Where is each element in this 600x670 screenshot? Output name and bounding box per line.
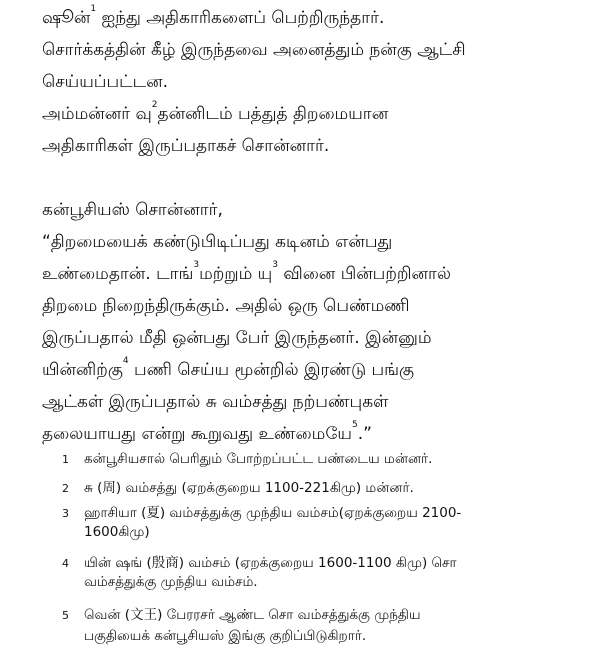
footnote-number: 5 [62,609,69,622]
footnote-number: 1 [62,453,69,466]
text-line: தலையாயது என்று கூறுவது உண்மையே$^5$.” [42,420,372,444]
footnote-item: 5 வென் (文王) பேரரசர் ஆண்ட சொ வம்சத்துக்கு முந்திய [62,607,421,623]
text-line: திறமை நிறைந்திருக்கும். அதில் ஒரு பெண்மணி [42,296,410,316]
text-line: சொர்க்கத்தின் கீழ் இருந்தவை அனைத்தும் நன்கு ஆட்சி [42,40,466,60]
text-line: அதிகாரிகள் இருப்பதாகச் சொன்னார். [42,136,330,156]
text-line: உண்மைதான். டாங்$^3$மற்றும் யு$^3$ வினை பின்பற்றினால் [42,260,452,284]
text-line: யின்னிற்கு$^4$ பணி செய்ய மூன்றில் இரண்டு பங்கு [42,356,415,380]
text-line: செய்யப்பட்டன. [42,72,169,92]
footnote-ref: 2 [151,100,158,110]
footnote-number: 3 [62,507,69,520]
text-line: கன்பூசியஸ் சொன்னார், [42,200,223,220]
footnote-item: 1 கன்பூசியசால் பெரிதும் போற்றப்பட்ட பண்டைய மன்னர். [62,451,433,467]
text-line: அம்மன்னர் வு$^2$தன்னிடம் பத்துத் திறமையான [42,100,389,124]
footnote-ref: 1 [90,4,97,14]
footnote-ref: 5 [351,420,358,430]
footnote-ref: 3 [272,260,278,270]
text-line: “திறமையைக் கண்டுபிடிப்பது கடினம் என்பது [42,232,393,252]
footnote-ref: 3 [193,260,200,270]
footnote-item: 4 யின் ஷங் (殷商) வம்சம் (ஏறக்குறைய 1600-1100 கிமு) சொ [62,555,457,571]
text-line: இருப்பதால் மீதி ஒன்பது பேர் இருந்தனர். இன்னும் [42,328,432,348]
text-line: ஷூன்$^1$ ஐந்து அதிகாரிகளைப் பெற்றிருந்தார். [42,4,385,28]
text-line: ஆட்கள் இருப்பதால் சு வம்சத்து நற்பண்புகள் [42,392,389,412]
footnote-item: 2 சு (周) வம்சத்து (ஏறக்குறைய 1100-221கிமு) மன்னர். [62,480,414,496]
footnote-item: 3 ஹாசியா (夏) வம்சத்துக்கு முந்திய வம்சம்(ஏறக்குறைய 2100- [62,505,462,521]
footnote-continuation: 1600கிமு) [84,524,150,540]
footnote-number: 4 [62,557,69,570]
footnote-ref: 4 [122,356,129,366]
footnote-continuation: பகுதியைக் கன்பூசியஸ் இங்கு குறிப்பிடுகிறார். [84,628,367,644]
footnote-continuation: வம்சத்துக்கு முந்திய வம்சம். [84,574,258,590]
footnote-number: 2 [62,482,69,495]
